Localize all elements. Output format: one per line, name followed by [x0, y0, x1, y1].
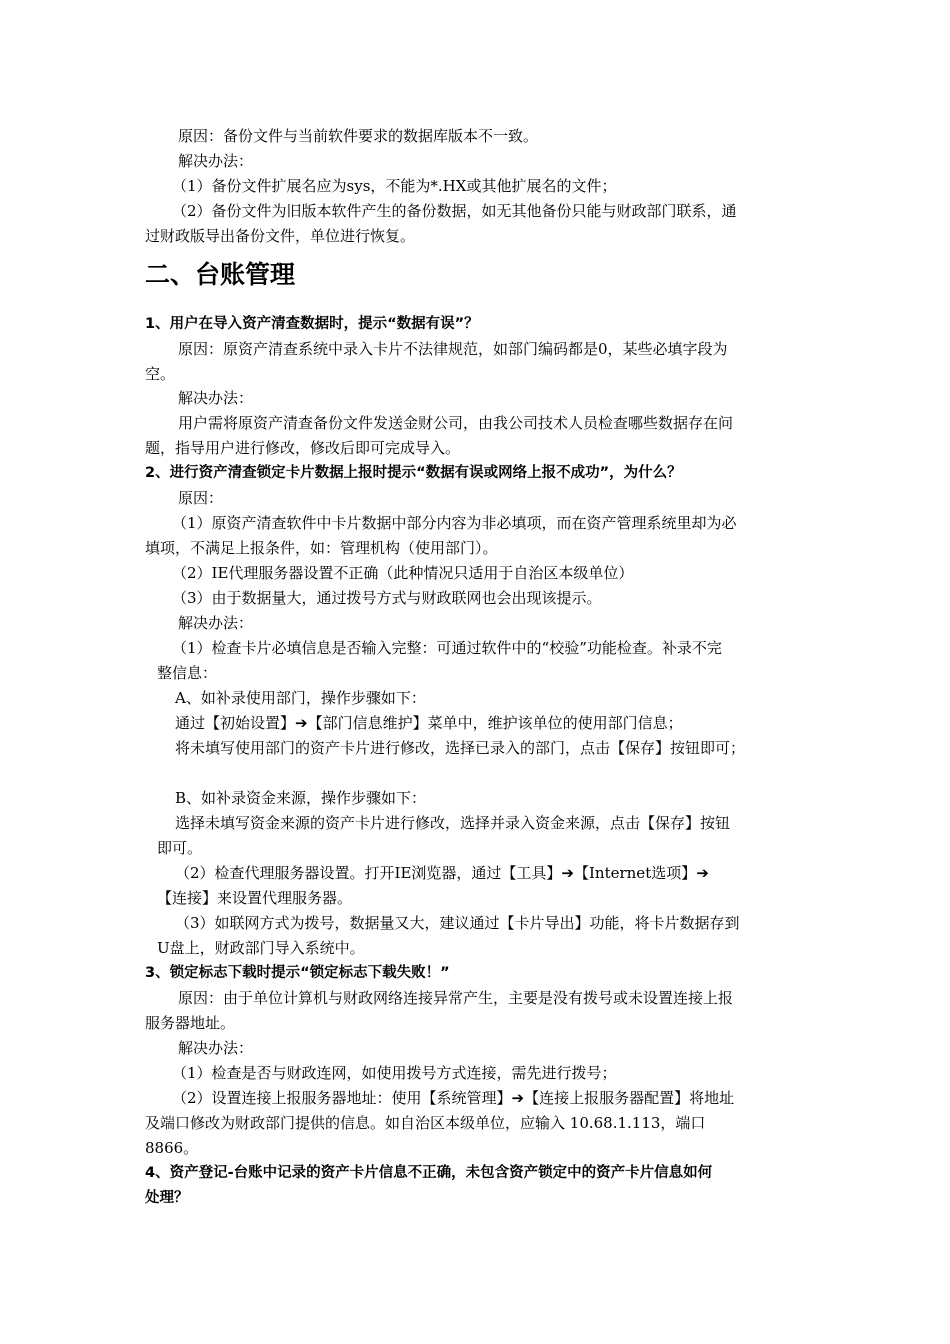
paragraph: 【连接】来设置代理服务器。 — [157, 889, 353, 907]
paragraph: （1）原资产清查软件中卡片数据中部分内容为非必填项，而在资产管理系统里却为必 — [172, 514, 737, 532]
paragraph: （3）如联网方式为拨号，数据量又大，建议通过【卡片导出】功能，将卡片数据存到 — [175, 914, 740, 932]
paragraph: 通过【初始设置】➔【部门信息维护】菜单中，维护该单位的使用部门信息； — [175, 714, 683, 732]
section-heading: 二、台账管理 — [145, 260, 296, 289]
paragraph: （2）设置连接上报服务器地址：使用【系统管理】➔【连接上报服务器配置】将地址 — [172, 1089, 735, 1107]
paragraph: （2）备份文件为旧版本软件产生的备份数据，如无其他备份只能与财政部门联系，通 — [172, 202, 737, 220]
paragraph: （2）检查代理服务器设置。打开IE浏览器，通过【工具】➔【Internet选项】➔ — [175, 864, 709, 882]
question-heading: 处理？ — [145, 1190, 189, 1206]
paragraph: 服务器地址。 — [145, 1014, 236, 1032]
paragraph: 解决办法： — [178, 152, 254, 170]
paragraph: 题，指导用户进行修改，修改后即可完成导入。 — [145, 439, 461, 457]
paragraph: A、如补录使用部门，操作步骤如下： — [175, 689, 426, 707]
question-heading: 3、锁定标志下载时提示“锁定标志下载失败！” — [145, 965, 450, 981]
paragraph: （3）由于数据量大，通过拨号方式与财政联网也会出现该提示。 — [172, 589, 602, 607]
paragraph: U盘上，财政部门导入系统中。 — [157, 939, 365, 957]
paragraph: 解决办法： — [178, 614, 254, 632]
paragraph: 过财政版导出备份文件，单位进行恢复。 — [145, 227, 416, 245]
paragraph: 解决办法： — [178, 389, 254, 407]
paragraph: （2）IE代理服务器设置不正确（此种情况只适用于自治区本级单位） — [172, 564, 634, 582]
paragraph: 原因：由于单位计算机与财政网络连接异常产生，主要是没有拨号或未设置连接上报 — [178, 989, 734, 1007]
paragraph: 用户需将原资产清查备份文件发送金财公司，由我公司技术人员检查哪些数据存在问 — [178, 414, 734, 432]
paragraph: 即可。 — [157, 839, 203, 857]
paragraph: 解决办法： — [178, 1039, 254, 1057]
question-heading: 2、进行资产清查锁定卡片数据上报时提示“数据有误或网络上报不成功”，为什么？ — [145, 465, 682, 481]
question-heading: 4、资产登记-台账中记录的资产卡片信息不正确，未包含资产锁定中的资产卡片信息如何 — [145, 1165, 713, 1181]
paragraph: （1）检查卡片必填信息是否输入完整：可通过软件中的“校验”功能检查。补录不完 — [172, 639, 722, 657]
paragraph: 8866。 — [145, 1139, 199, 1157]
paragraph: 原因：备份文件与当前软件要求的数据库版本不一致。 — [178, 127, 539, 145]
paragraph: 原因： — [178, 489, 224, 507]
paragraph: 选择未填写资金来源的资产卡片进行修改，选择并录入资金来源，点击【保存】按钮 — [175, 814, 731, 832]
paragraph: （1）备份文件扩展名应为sys，不能为*.HX或其他扩展名的文件； — [172, 177, 617, 195]
paragraph: 空。 — [145, 365, 176, 383]
paragraph: 将未填写使用部门的资产卡片进行修改，选择已录入的部门，点击【保存】按钮即可； — [175, 739, 746, 757]
paragraph: 填项，不满足上报条件，如：管理机构（使用部门）。 — [145, 539, 498, 557]
paragraph: B、如补录资金来源，操作步骤如下： — [175, 789, 427, 807]
paragraph: 及端口修改为财政部门提供的信息。如自治区本级单位，应输入 10.68.1.113，端口 — [145, 1114, 706, 1132]
paragraph: （1）检查是否与财政连网，如使用拨号方式连接，需先进行拨号； — [172, 1064, 617, 1082]
paragraph: 原因：原资产清查系统中录入卡片不法律规范，如部门编码都是0，某些必填字段为 — [178, 340, 728, 358]
paragraph: 整信息： — [157, 664, 218, 682]
question-heading: 1、用户在导入资产清查数据时，提示“数据有误”？ — [145, 316, 479, 332]
